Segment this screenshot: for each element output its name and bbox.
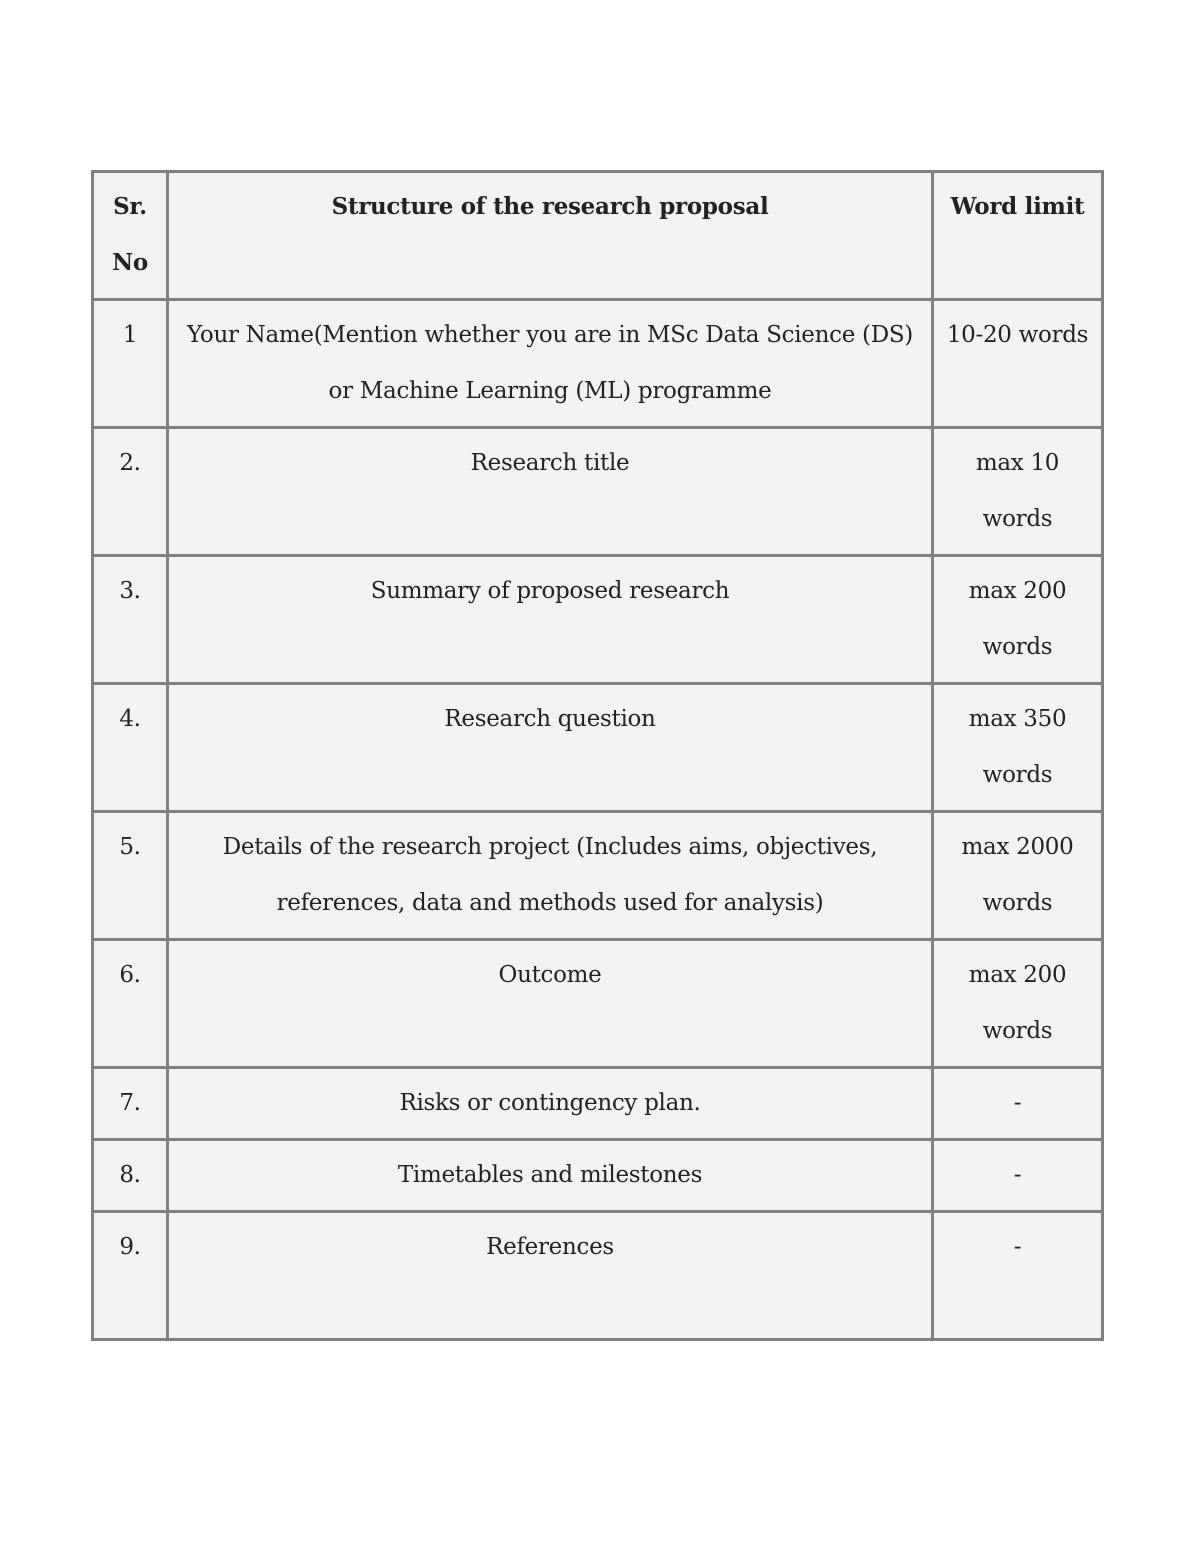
row-structure: Research title bbox=[168, 428, 933, 556]
row-sr-no: 6. bbox=[93, 940, 168, 1068]
table-row bbox=[93, 428, 1103, 556]
row-sr-no: 3. bbox=[93, 556, 168, 684]
table-row bbox=[93, 812, 1103, 940]
table-row bbox=[93, 1140, 1103, 1212]
table-row bbox=[93, 300, 1103, 428]
row-word-limit: - bbox=[933, 1068, 1103, 1140]
row-word-limit: max 200 words bbox=[933, 556, 1103, 684]
proposal-structure-table bbox=[91, 170, 1104, 1341]
row-word-limit: - bbox=[933, 1140, 1103, 1212]
table-row bbox=[93, 1068, 1103, 1140]
table-row bbox=[93, 556, 1103, 684]
row-sr-no: 8. bbox=[93, 1140, 168, 1212]
row-structure: Your Name(Mention whether you are in MSc Data Science (DS) or Machine Learning (ML) programme bbox=[168, 300, 933, 428]
row-sr-no: 1 bbox=[93, 300, 168, 428]
row-word-limit: max 200 words bbox=[933, 940, 1103, 1068]
row-structure: Timetables and milestones bbox=[168, 1140, 933, 1212]
header-sr-no: Sr. No bbox=[93, 172, 168, 300]
row-word-limit: max 2000 words bbox=[933, 812, 1103, 940]
row-sr-no: 9. bbox=[93, 1212, 168, 1340]
row-structure: Risks or contingency plan. bbox=[168, 1068, 933, 1140]
row-word-limit: max 350 words bbox=[933, 684, 1103, 812]
header-word-limit: Word limit bbox=[933, 172, 1103, 300]
row-structure: References bbox=[168, 1212, 933, 1340]
row-sr-no: 5. bbox=[93, 812, 168, 940]
table-row bbox=[93, 1212, 1103, 1340]
table-header-row bbox=[93, 172, 1103, 300]
table-row bbox=[93, 940, 1103, 1068]
row-structure: Outcome bbox=[168, 940, 933, 1068]
row-word-limit: 10-20 words bbox=[933, 300, 1103, 428]
row-structure: Details of the research project (Includes aims, objectives, references, data and methods used for analysis) bbox=[168, 812, 933, 940]
row-sr-no: 7. bbox=[93, 1068, 168, 1140]
row-sr-no: 4. bbox=[93, 684, 168, 812]
row-sr-no: 2. bbox=[93, 428, 168, 556]
row-structure: Research question bbox=[168, 684, 933, 812]
row-structure: Summary of proposed research bbox=[168, 556, 933, 684]
table-row bbox=[93, 684, 1103, 812]
header-structure: Structure of the research proposal bbox=[168, 172, 933, 300]
row-word-limit: - bbox=[933, 1212, 1103, 1340]
row-word-limit: max 10 words bbox=[933, 428, 1103, 556]
